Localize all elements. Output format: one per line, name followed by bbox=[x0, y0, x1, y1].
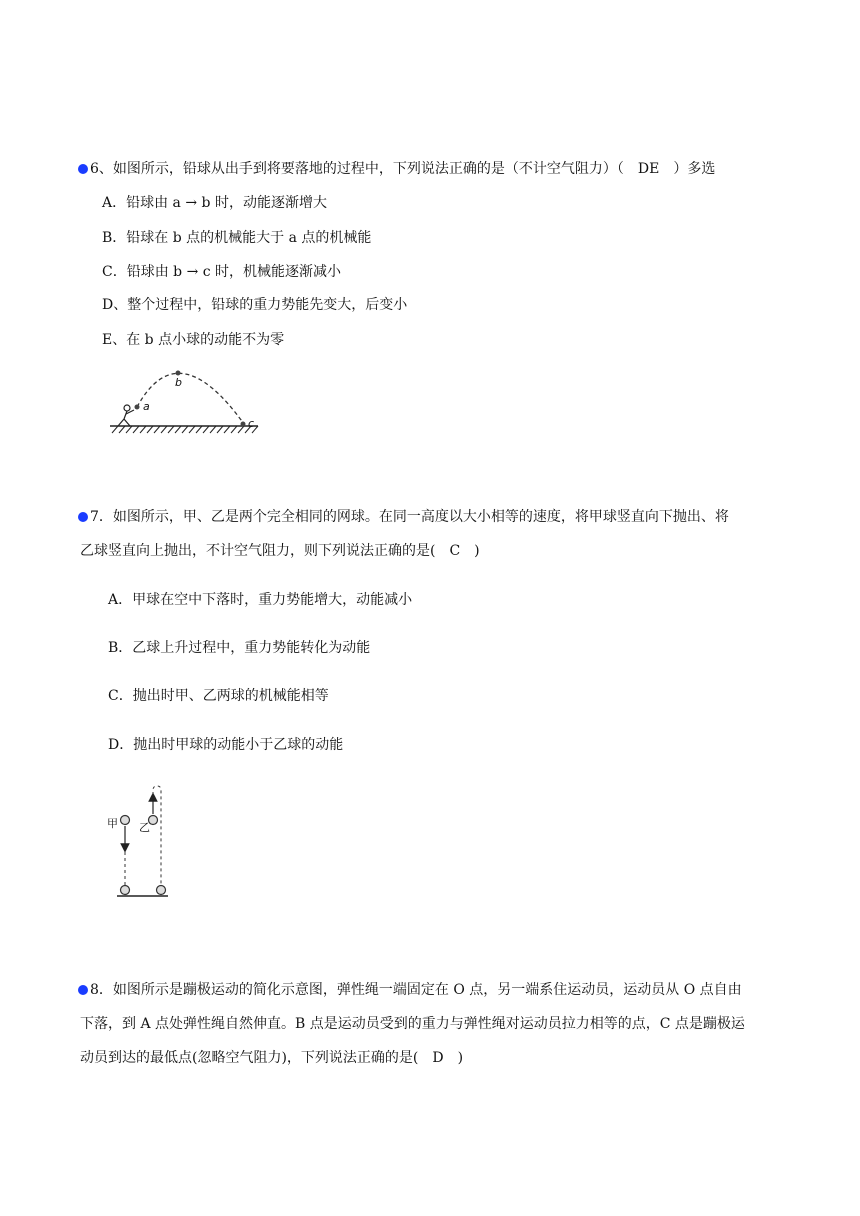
q6-option-a: A．铅球由 a → b 时，动能逐渐增大 bbox=[102, 195, 327, 211]
q6-stem: 6、如图所示，铅球从出手到将要落地的过程中，下列说法正确的是（不计空气阻力）（ DE ）多选 bbox=[90, 161, 716, 177]
q7-option-b: B．乙球上升过程中，重力势能转化为动能 bbox=[108, 640, 371, 656]
q6-option-d: D、整个过程中，铅球的重力势能先变大，后变小 bbox=[102, 297, 408, 313]
q8-bullet bbox=[78, 985, 88, 995]
q6-option-b: B．铅球在 b 点的机械能大于 a 点的机械能 bbox=[102, 230, 372, 246]
q7-label-yi: 乙 bbox=[139, 821, 150, 834]
q7-stem-line2: 乙球竖直向上抛出，不计空气阻力，则下列说法正确的是( C ) bbox=[80, 543, 480, 559]
q7-label-jia: 甲 bbox=[107, 817, 118, 830]
q7-stem-line1: 7．如图所示，甲、乙是两个完全相同的网球。在同一高度以大小相等的速度，将甲球竖直向下抛出、将 bbox=[90, 509, 729, 525]
q6-label-c: c bbox=[248, 417, 255, 430]
q6-option-c: C．铅球由 b → c 时，机械能逐渐减小 bbox=[102, 264, 342, 280]
q7-option-c: C．抛出时甲、乙两球的机械能相等 bbox=[108, 688, 329, 704]
q8-stem-line3: 动员到达的最低点(忽略空气阻力)，下列说法正确的是( D ) bbox=[80, 1050, 464, 1066]
q6-label-b: b bbox=[175, 376, 182, 389]
q6-option-e: E、在 b 点小球的动能不为零 bbox=[102, 332, 285, 348]
q6-label-a: a bbox=[143, 400, 150, 413]
q8-stem-line1: 8．如图所示是蹦极运动的简化示意图，弹性绳一端固定在 O 点，另一端系住运动员，运动员从 O 点自由 bbox=[90, 982, 742, 998]
q7-option-d: D．抛出时甲球的动能小于乙球的动能 bbox=[108, 737, 344, 753]
q7-option-a: A．甲球在空中下落时，重力势能增大，动能减小 bbox=[108, 592, 413, 608]
q8-stem-line2: 下落，到 A 点处弹性绳自然伸直。B 点是运动员受到的重力与弹性绳对运动员拉力相等的点，C 点是蹦极运 bbox=[80, 1016, 745, 1032]
